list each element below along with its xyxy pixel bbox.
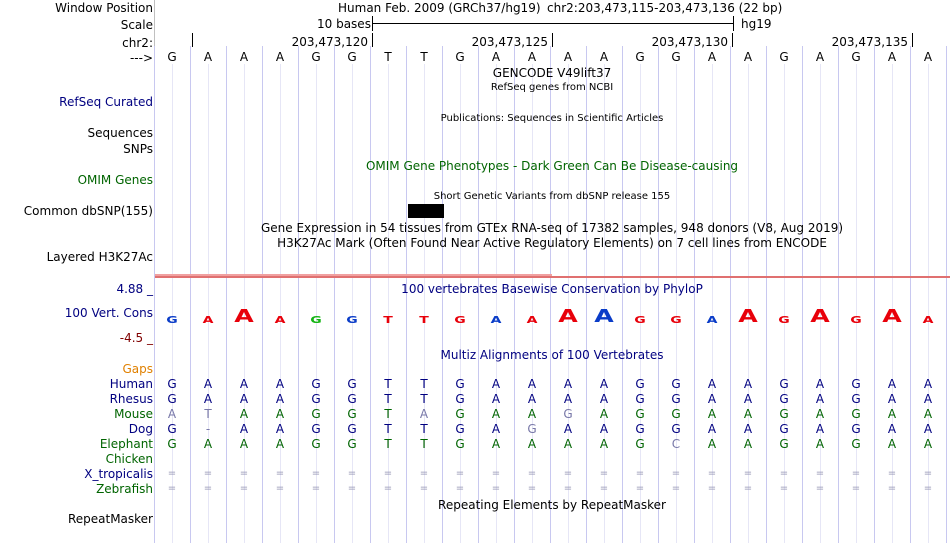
- phylop-glyph: G: [166, 315, 178, 326]
- track-label-cons[interactable]: 100 Vert. Cons: [64, 306, 153, 320]
- alignment-base: A: [599, 407, 609, 421]
- alignment-base: =: [599, 483, 609, 494]
- phylop-glyph: G: [850, 315, 862, 326]
- alignment-base: G: [347, 422, 357, 436]
- alignment-base: =: [347, 483, 357, 494]
- alignment-base: A: [887, 392, 897, 406]
- alignment-base: A: [239, 437, 249, 451]
- alignment-base: =: [635, 468, 645, 479]
- alignment-base: =: [311, 483, 321, 494]
- alignment-base: =: [815, 483, 825, 494]
- alignment-base: A: [563, 377, 573, 391]
- alignment-base: A: [203, 392, 213, 406]
- alignment-base: G: [779, 422, 789, 436]
- phylop-glyph: G: [778, 315, 790, 326]
- alignment-base: A: [239, 392, 249, 406]
- alignment-base: =: [563, 483, 573, 494]
- coord-tick: [192, 33, 193, 47]
- phylop-glyph: G: [634, 315, 646, 326]
- alignment-base: A: [707, 377, 717, 391]
- alignment-base: =: [167, 468, 177, 479]
- alignment-base: A: [887, 377, 897, 391]
- alignment-base: G: [635, 407, 645, 421]
- alignment-base: G: [347, 407, 357, 421]
- alignment-base: =: [419, 468, 429, 479]
- alignment-base: A: [923, 422, 933, 436]
- alignment-base: A: [707, 422, 717, 436]
- species-label-rhesus[interactable]: Rhesus: [109, 392, 153, 406]
- alignment-base: A: [527, 377, 537, 391]
- alignment-base: T: [420, 392, 428, 406]
- phylop-glyph: A: [526, 315, 538, 326]
- alignment-base: =: [527, 468, 537, 479]
- alignment-base: =: [923, 468, 933, 479]
- phylop-glyph: A: [558, 306, 578, 327]
- phylop-glyph: A: [810, 306, 830, 327]
- dbsnp-variant-block[interactable]: [408, 204, 444, 218]
- alignment-base: G: [635, 422, 645, 436]
- alignment-base: A: [707, 437, 717, 451]
- alignment-base: =: [887, 483, 897, 494]
- alignment-base: G: [311, 392, 321, 406]
- alignment-base: =: [743, 468, 753, 479]
- species-label-mouse[interactable]: Mouse: [114, 407, 153, 421]
- phylop-conservation-glyphs: [0, 306, 950, 326]
- alignment-base: A: [815, 407, 825, 421]
- sequence-base: A: [599, 50, 609, 64]
- track-label-dbsnp[interactable]: Common dbSNP(155): [23, 204, 153, 218]
- alignment-base: G: [635, 377, 645, 391]
- track-title-multiz[interactable]: Multiz Alignments of 100 Vertebrates: [440, 348, 664, 362]
- alignment-base: G: [671, 392, 681, 406]
- alignment-base: A: [887, 407, 897, 421]
- alignment-base: G: [347, 377, 357, 391]
- alignment-base: =: [527, 483, 537, 494]
- alignment-base: =: [203, 468, 213, 479]
- coord-tick: [732, 33, 733, 47]
- scale-text: 10 bases: [317, 17, 371, 31]
- coord-label: 203,473,125: [471, 35, 548, 49]
- sequence-base: A: [563, 50, 573, 64]
- alignment-base: =: [167, 483, 177, 494]
- alignment-base: T: [384, 377, 392, 391]
- alignment-base: G: [347, 392, 357, 406]
- alignment-base: T: [420, 437, 428, 451]
- alignment-base: T: [420, 377, 428, 391]
- alignment-base: A: [275, 407, 285, 421]
- sequence-base: G: [851, 50, 861, 64]
- alignment-base: =: [779, 483, 789, 494]
- h3k27ac-signal-peak: [155, 274, 552, 276]
- alignment-base: T: [384, 407, 392, 421]
- alignment-base: G: [311, 407, 321, 421]
- alignment-base: =: [383, 483, 393, 494]
- alignment-base: G: [851, 407, 861, 421]
- alignment-base: =: [779, 468, 789, 479]
- alignment-base: A: [563, 422, 573, 436]
- scale-tick-right: [733, 16, 734, 31]
- alignment-base: T: [384, 392, 392, 406]
- alignment-base: G: [455, 437, 465, 451]
- phylop-glyph: G: [454, 315, 466, 326]
- label-chrom: chr2:: [122, 36, 153, 50]
- alignment-base: =: [491, 468, 501, 479]
- alignment-base: =: [275, 483, 285, 494]
- track-label-repeatmasker[interactable]: RepeatMasker: [67, 512, 153, 526]
- alignment-base: =: [743, 483, 753, 494]
- alignment-base: A: [167, 407, 177, 421]
- alignment-base: A: [599, 377, 609, 391]
- sequence-base: G: [347, 50, 357, 64]
- alignment-base: G: [635, 437, 645, 451]
- alignment-base: =: [923, 483, 933, 494]
- scale-tick-left: [372, 16, 373, 31]
- track-title-refseq[interactable]: RefSeq genes from NCBI: [490, 82, 614, 93]
- sequence-base: G: [779, 50, 789, 64]
- alignment-base: A: [491, 377, 501, 391]
- alignment-base: G: [779, 437, 789, 451]
- track-title-omim[interactable]: OMIM Gene Phenotypes - Dark Green Can Be Disease-causing: [365, 159, 739, 173]
- alignment-base: =: [203, 483, 213, 494]
- alignment-base: G: [455, 422, 465, 436]
- alignment-base: A: [743, 377, 753, 391]
- alignment-base: T: [420, 422, 428, 436]
- alignment-base: A: [275, 437, 285, 451]
- alignment-base: A: [923, 377, 933, 391]
- alignment-base: =: [707, 468, 717, 479]
- species-label-elephant[interactable]: Elephant: [99, 437, 153, 451]
- alignment-base: A: [743, 392, 753, 406]
- alignment-base: A: [815, 377, 825, 391]
- phylop-glyph: T: [419, 315, 429, 326]
- track-title-dbsnp[interactable]: Short Genetic Variants from dbSNP release 155: [433, 191, 671, 202]
- track-title-gencode[interactable]: GENCODE V49lift37: [492, 66, 612, 80]
- alignment-base: G: [167, 377, 177, 391]
- species-label-dog[interactable]: Dog: [128, 422, 153, 436]
- sequence-base: G: [167, 50, 177, 64]
- phylop-glyph: A: [202, 315, 214, 326]
- coord-tick: [552, 33, 553, 47]
- sequence-base: G: [671, 50, 681, 64]
- track-label-omim[interactable]: OMIM Genes: [77, 173, 153, 187]
- alignment-base: =: [239, 483, 249, 494]
- alignment-base: =: [275, 468, 285, 479]
- track-title-h3k27ac[interactable]: H3K27Ac Mark (Often Found Near Active Regulatory Elements) on 7 cell lines from ENCODE: [277, 236, 827, 250]
- phylop-glyph: A: [234, 306, 254, 327]
- alignment-base: A: [203, 437, 213, 451]
- alignment-base: =: [851, 468, 861, 479]
- alignment-base: A: [527, 392, 537, 406]
- alignment-base: G: [671, 407, 681, 421]
- coord-tick: [912, 33, 913, 47]
- sequence-base: G: [311, 50, 321, 64]
- alignment-base: A: [599, 437, 609, 451]
- sequence-base: G: [455, 50, 465, 64]
- alignment-base: A: [743, 407, 753, 421]
- alignment-base: G: [167, 437, 177, 451]
- alignment-base: G: [311, 377, 321, 391]
- alignment-base: G: [347, 437, 357, 451]
- alignment-base: A: [743, 422, 753, 436]
- alignment-base: A: [419, 407, 429, 421]
- phylop-glyph: A: [882, 306, 902, 327]
- species-label-chicken[interactable]: Chicken: [105, 452, 153, 466]
- alignment-base: =: [887, 468, 897, 479]
- coord-label: 203,473,120: [291, 35, 368, 49]
- alignment-base: =: [455, 483, 465, 494]
- phylop-glyph: A: [274, 315, 286, 326]
- phylop-glyph: G: [346, 315, 358, 326]
- alignment-base: G: [851, 392, 861, 406]
- sequence-base: A: [239, 50, 249, 64]
- sequence-base: T: [420, 50, 428, 64]
- position-text[interactable]: chr2:203,473,115-203,473,136 (22 bp): [547, 1, 783, 15]
- alignment-base: A: [491, 437, 501, 451]
- phylop-glyph: A: [922, 315, 934, 326]
- coord-label: 203,473,130: [651, 35, 728, 49]
- alignment-base: A: [491, 392, 501, 406]
- alignment-base: T: [384, 437, 392, 451]
- alignment-base: =: [671, 468, 681, 479]
- alignment-base: A: [491, 422, 501, 436]
- sequence-base: A: [527, 50, 537, 64]
- sequence-base: A: [743, 50, 753, 64]
- alignment-base: A: [239, 407, 249, 421]
- phylop-glyph: G: [310, 315, 322, 326]
- alignment-base: A: [527, 437, 537, 451]
- alignment-base: G: [671, 422, 681, 436]
- alignment-base: =: [491, 483, 501, 494]
- alignment-base: =: [563, 468, 573, 479]
- alignment-base: A: [563, 392, 573, 406]
- alignment-base: =: [707, 483, 717, 494]
- alignment-base: A: [563, 437, 573, 451]
- alignment-base: =: [455, 468, 465, 479]
- alignment-base: A: [239, 422, 249, 436]
- alignment-base: A: [887, 422, 897, 436]
- cons-max-label: 4.88 _: [116, 282, 153, 296]
- track-title-repeatmasker[interactable]: Repeating Elements by RepeatMasker: [438, 498, 666, 512]
- alignment-base: A: [239, 377, 249, 391]
- alignment-base: =: [671, 483, 681, 494]
- track-title-gtex[interactable]: Gene Expression in 54 tissues from GTEx RNA-seq of 17382 samples, 948 donors (V8, Aug 2019): [260, 221, 844, 235]
- sequence-base: A: [275, 50, 285, 64]
- alignment-base: G: [527, 422, 537, 436]
- alignment-base: A: [743, 437, 753, 451]
- track-label-snps[interactable]: SNPs: [123, 142, 153, 156]
- phylop-glyph: A: [594, 306, 614, 327]
- track-label-refseq[interactable]: RefSeq Curated: [59, 95, 153, 109]
- alignment-base: =: [815, 468, 825, 479]
- alignment-base: A: [203, 377, 213, 391]
- alignment-base: =: [419, 483, 429, 494]
- alignment-base: G: [779, 407, 789, 421]
- sequence-base: T: [384, 50, 392, 64]
- alignment-base: G: [167, 422, 177, 436]
- coord-tick: [372, 33, 373, 47]
- alignment-base: A: [815, 422, 825, 436]
- phylop-glyph: T: [383, 315, 393, 326]
- alignment-base: G: [779, 392, 789, 406]
- alignment-base: G: [563, 407, 573, 421]
- alignment-base: G: [779, 377, 789, 391]
- alignment-base: =: [347, 468, 357, 479]
- alignment-base: G: [455, 377, 465, 391]
- phylop-glyph: A: [490, 315, 502, 326]
- coord-label: 203,473,135: [831, 35, 908, 49]
- alignment-base: A: [887, 437, 897, 451]
- alignment-base: A: [707, 392, 717, 406]
- alignment-base: A: [275, 422, 285, 436]
- track-label-h3k27ac[interactable]: Layered H3K27Ac: [46, 250, 153, 264]
- alignment-base: A: [707, 407, 717, 421]
- sequence-base: A: [887, 50, 897, 64]
- alignment-base: A: [527, 407, 537, 421]
- alignment-base: A: [923, 437, 933, 451]
- label-scale: Scale: [120, 18, 153, 32]
- alignment-base: G: [851, 377, 861, 391]
- alignment-base: A: [923, 392, 933, 406]
- alignment-base: A: [815, 437, 825, 451]
- sequence-base: A: [491, 50, 501, 64]
- alignment-base: G: [851, 422, 861, 436]
- alignment-base: A: [815, 392, 825, 406]
- alignment-base: G: [455, 392, 465, 406]
- alignment-base: G: [311, 437, 321, 451]
- alignment-base: A: [599, 392, 609, 406]
- alignment-base: G: [311, 422, 321, 436]
- alignment-base: =: [311, 468, 321, 479]
- assembly-title: Human Feb. 2009 (GRCh37/hg19): [338, 1, 541, 15]
- species-label-x-tropicalis[interactable]: X_tropicalis: [84, 467, 153, 481]
- alignment-base: T: [384, 422, 392, 436]
- sequence-base: A: [707, 50, 717, 64]
- alignment-base: A: [275, 392, 285, 406]
- cons-min-label: -4.5 _: [119, 331, 153, 345]
- alignment-base: T: [204, 407, 212, 421]
- alignment-base: C: [671, 437, 681, 451]
- alignment-base: A: [491, 407, 501, 421]
- scale-db: hg19: [741, 17, 772, 31]
- sequence-base: A: [203, 50, 213, 64]
- track-label-gaps[interactable]: Gaps: [122, 362, 153, 376]
- sequence-base: G: [635, 50, 645, 64]
- alignment-base: A: [275, 377, 285, 391]
- alignment-base: G: [167, 392, 177, 406]
- alignment-base: G: [851, 437, 861, 451]
- alignment-base: =: [239, 468, 249, 479]
- alignment-base: =: [635, 483, 645, 494]
- alignment-base: A: [923, 407, 933, 421]
- species-label-zebrafish[interactable]: Zebrafish: [96, 482, 153, 496]
- phylop-glyph: A: [738, 306, 758, 327]
- label-strand: --->: [129, 51, 153, 65]
- track-title-publications[interactable]: Publications: Sequences in Scientific Articles: [440, 113, 664, 124]
- species-label-human[interactable]: Human: [109, 377, 153, 391]
- phylop-glyph: A: [706, 315, 718, 326]
- alignment-base: =: [383, 468, 393, 479]
- alignment-base: G: [671, 377, 681, 391]
- sequence-base: A: [815, 50, 825, 64]
- track-label-sequences[interactable]: Sequences: [87, 126, 153, 140]
- h3k27ac-signal-line: [155, 276, 950, 278]
- alignment-base: =: [851, 483, 861, 494]
- sequence-base: A: [923, 50, 933, 64]
- alignment-base: G: [635, 392, 645, 406]
- track-title-phylop[interactable]: 100 vertebrates Basewise Conservation by PhyloP: [401, 282, 703, 296]
- alignment-base: G: [455, 407, 465, 421]
- scale-bar: [372, 23, 734, 24]
- alignment-base: =: [599, 468, 609, 479]
- alignment-base: -: [205, 422, 211, 436]
- alignment-base: A: [599, 422, 609, 436]
- label-window-position: Window Position: [55, 1, 153, 15]
- phylop-glyph: G: [670, 315, 682, 326]
